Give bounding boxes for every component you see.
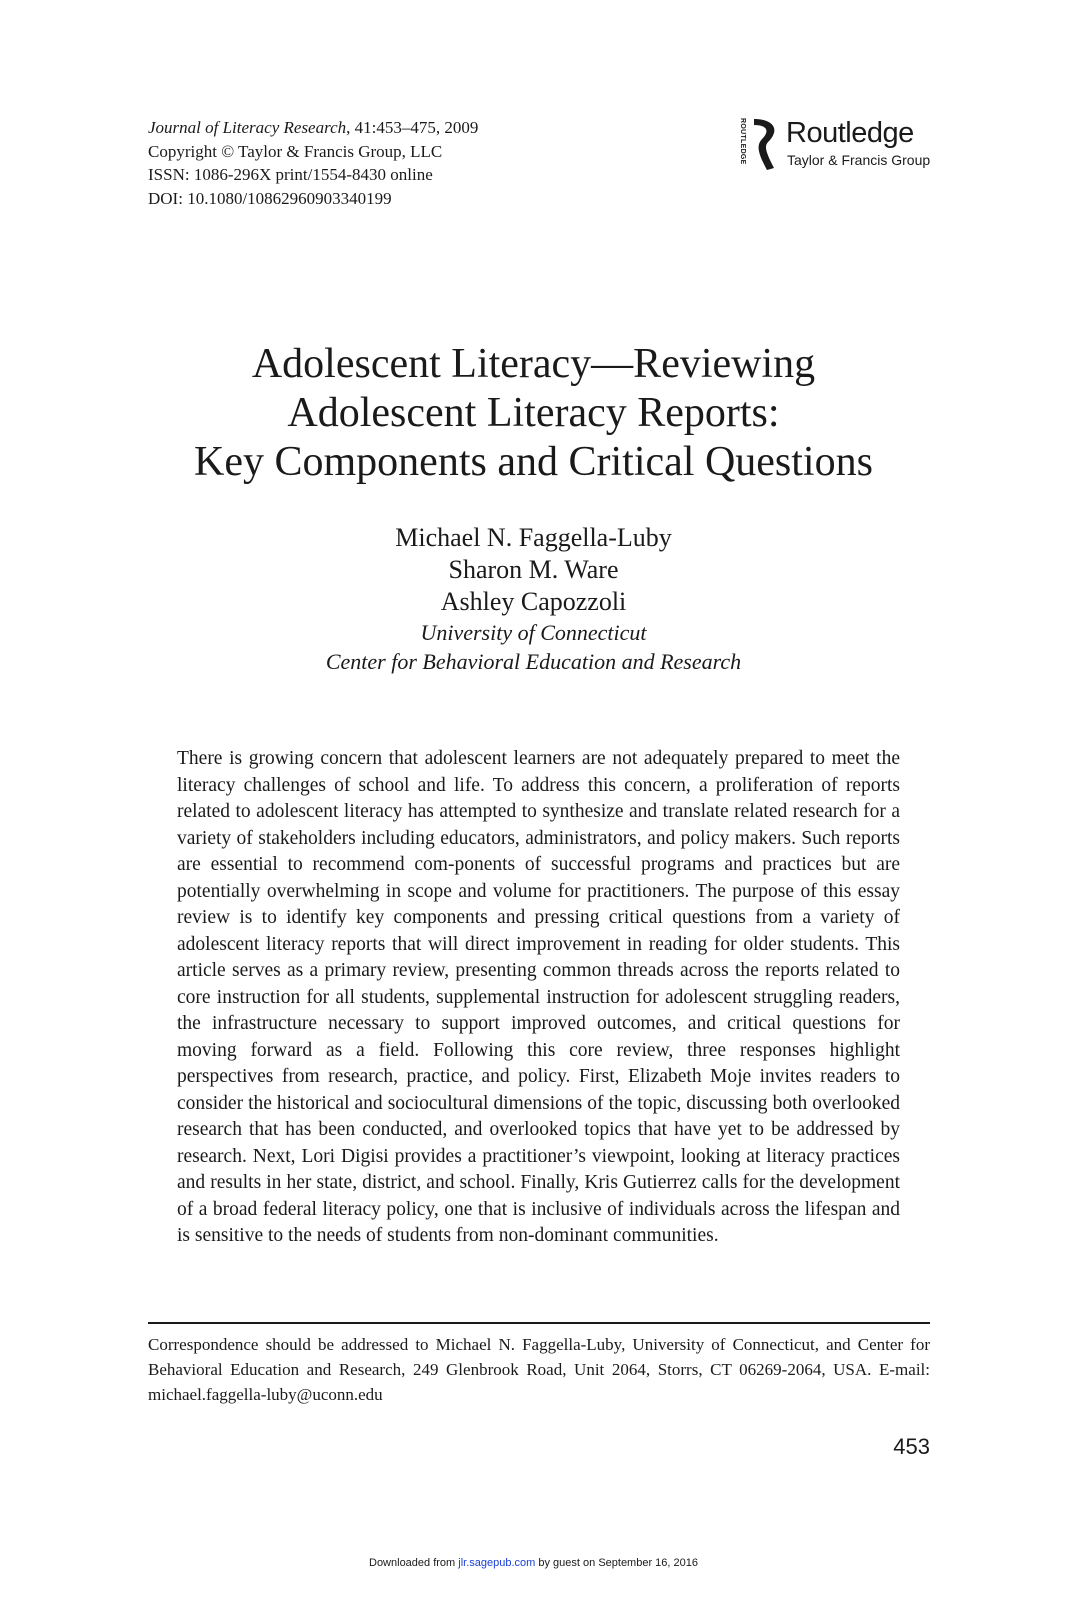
copyright-line: Copyright © Taylor & Francis Group, LLC	[148, 141, 443, 161]
routledge-r-icon	[748, 116, 782, 172]
abstract-text: There is growing concern that adolescent learners are not adequately prepared to meet the literacy challenges of school and life. To address this concern, a proliferation of reports related to adolescent literacy has attempted to synthesize and translate related research for a variety of stakeholders including educators, administrators, and policy makers. Such reports are essential to recommend com-ponents of successful programs and practices but are potentially overwhelming in scope and volume for practitioners. The purpose of this essay review is to identify key components and pressing critical questions from a variety of adolescent literacy reports that will direct improvement in reading for older students. This article serves as a primary review, presenting common threads across the reports related to core instruction for all students, supplemental instruction for adolescent struggling readers, the infrastructure necessary to support improved outcomes, and critical questions for moving forward as a field. Following this core review, three responses highlight perspectives from research, practice, and policy. First, Elizabeth Moje invites readers to consider the historical and sociocultural dimensions of the topic, discussing both overlooked research that has been conducted, and overlooked topics that have yet to be addressed by research. Next, Lori Digisi provides a practitioner’s viewpoint, looking at literacy practices and results in her state, district, and school. Finally, Kris Gutierrez calls for the development of a broad federal literacy policy, one that is inclusive of individuals across the lifespan and is sensitive to the needs of students from non-dominant communities.	[177, 748, 900, 1246]
doi-line: DOI: 10.1080/10862960903340199	[148, 188, 392, 208]
issn-line: ISSN: 1086-296X print/1554-8430 online	[148, 165, 433, 184]
title-line: Adolescent Literacy Reports:	[287, 390, 780, 436]
logo-vertical-text: ROUTLEDGE	[739, 118, 746, 165]
logo-brand-name: Routledge	[786, 117, 914, 149]
page-number: 453	[893, 1434, 930, 1459]
author-name: Michael N. Faggella-Luby	[395, 523, 672, 552]
journal-citation-line	[148, 116, 478, 140]
author-affiliation: Center for Behavioral Education and Research	[325, 649, 742, 674]
journal-title: Journal of Literacy Research	[148, 118, 347, 137]
journal-volume-pages: , 41:453–475, 2009	[346, 118, 479, 137]
footer-source-link[interactable]: jlr.sagepub.com	[458, 1557, 536, 1569]
article-title	[100, 340, 967, 487]
author-affiliation: University of Connecticut	[420, 620, 647, 645]
routledge-logo	[736, 116, 936, 174]
title-line: Key Components and Critical Questions	[194, 439, 873, 485]
download-footer	[0, 1557, 1067, 1569]
title-line: Adolescent Literacy—Reviewing	[251, 341, 816, 387]
author-block	[100, 522, 967, 676]
journal-metadata	[148, 116, 478, 210]
footnote-divider	[148, 1322, 930, 1324]
author-name: Ashley Capozzoli	[440, 587, 627, 616]
footer-prefix: Downloaded from	[369, 1557, 459, 1569]
correspondence-note: Correspondence should be addressed to Michael N. Faggella-Luby, University of Connecticut, and Center for Behavioral Education and Research, 249 Glenbrook Road, Unit 2064, Storrs, CT 06269-2064, USA. E-mail: michael.faggella-luby@uconn.edu	[148, 1335, 930, 1404]
footer-suffix: by guest on September 16, 2016	[535, 1557, 698, 1569]
author-name: Sharon M. Ware	[448, 555, 619, 584]
logo-subtitle: Taylor & Francis Group	[787, 152, 931, 168]
